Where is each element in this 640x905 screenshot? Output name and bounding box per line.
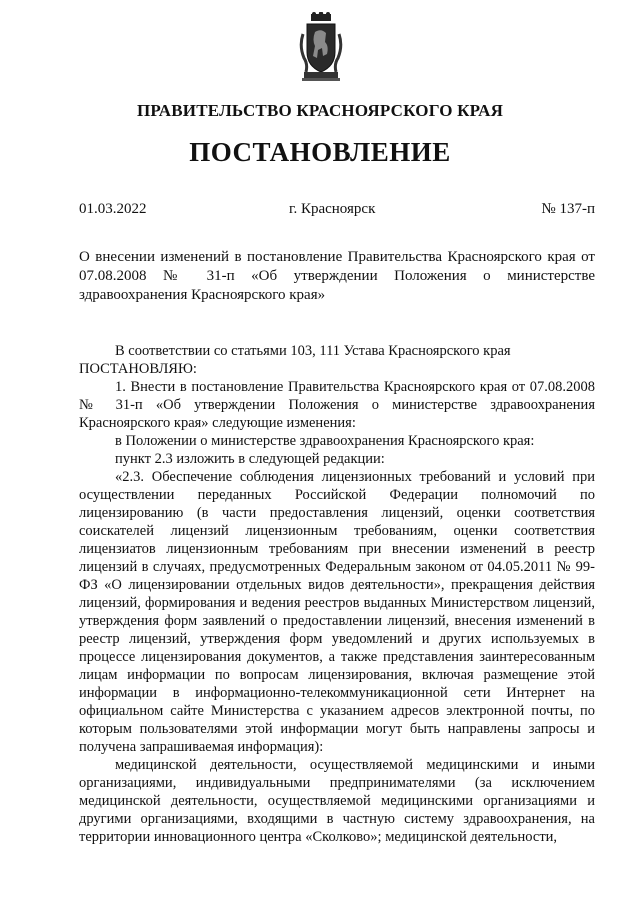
document-subject: О внесении изменений в постановление Правительства Красноярского края от 07.08.2008 № 31-п «Об утверждении Положения о министерстве здравоохранения Красноярского края» xyxy=(79,249,595,303)
document-type-title: ПОСТАНОВЛЕНИЕ xyxy=(189,137,451,167)
body-paragraph: В соответствии со статьями 103, 111 Устава Красноярского края xyxy=(115,343,511,359)
government-title: ПРАВИТЕЛЬСТВО КРАСНОЯРСКОГО КРАЯ xyxy=(136,101,504,120)
document-meta-row xyxy=(79,201,595,221)
coat-of-arms-icon xyxy=(298,12,344,82)
body-paragraph: 1. Внести в постановление Правительства Красноярского края от 07.08.2008 № 31-п «Об утверждении Положения о министерстве здравоохранения Красноярского края» следующие изменения: xyxy=(79,379,595,431)
document-city: г. Красноярск xyxy=(289,201,376,217)
document-date: 01.03.2022 xyxy=(79,201,147,217)
document-number: № 137-п xyxy=(541,201,595,217)
body-resolution-word: ПОСТАНОВЛЯЮ: xyxy=(79,361,197,377)
body-paragraph: в Положении о министерстве здравоохранения Красноярского края: xyxy=(115,433,535,449)
document-body xyxy=(79,342,595,846)
body-paragraph: пункт 2.3 изложить в следующей редакции: xyxy=(115,451,385,467)
body-paragraph: медицинской деятельности, осуществляемой медицинскими и иными организациями, индивидуальными предпринимателями (за исключением медицинской деятельности, осуществляемой медицинскими организациями и другими организациями, входящими в частную систему здравоохранения, на территории инновационного центра «Сколково»; медицинской деятельности, xyxy=(79,757,595,845)
body-paragraph: «2.3. Обеспечение соблюдения лицензионных требований и условий при осуществлении переданных Российской Федерации полномочий по лицензированию (в части предоставления лицензий, оценки соответствия соискателей лицензий лицензионным требованиям, оценки соответствия лицензиатов лицензионным требованиям при внесении изменений в реестр лицензий в случаях, предусмотренных Федеральным законом от 04.05.2011 № 99-ФЗ «О лицензировании отдельных видов деятельности», прекращения действия лицензий, формирования и ведения реестров выданных Министерством лицензий, утверждения форм заявлений о предоставлении лицензий, внесения изменений в реестр лицензий, утверждения форм уведомлений и других используемых в процессе лицензирования документов, а также представления заинтересованным лицам информации по вопросам лицензирования, включая размещение этой информации в информационно-телекоммуникационной сети Интернет на официальном сайте Министерства с указанием адресов электронной почты, по которым пользователями этой информации могут быть направлены запросы и получена запрашиваемая информация): xyxy=(79,469,595,755)
